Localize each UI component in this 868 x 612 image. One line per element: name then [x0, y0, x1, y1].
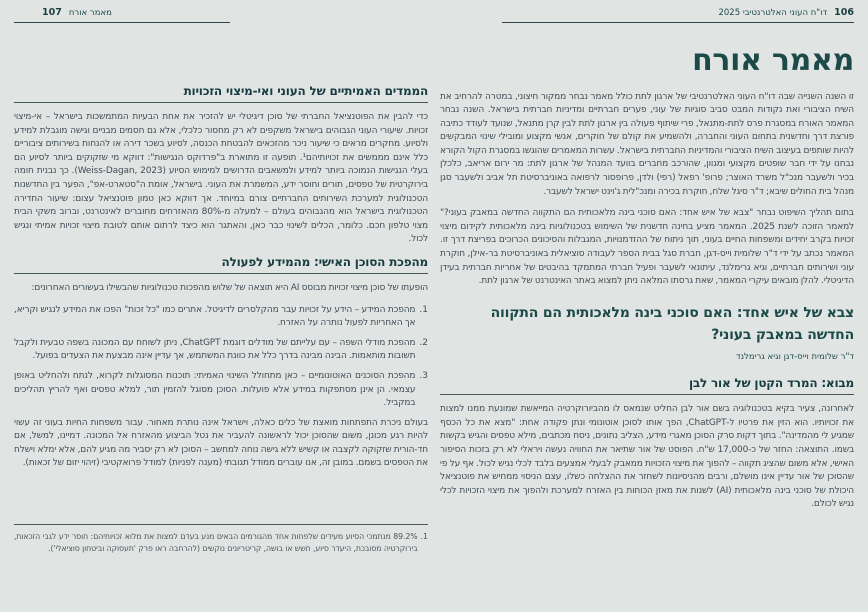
list-item: [14, 304, 428, 331]
running-header-left: [42, 7, 112, 18]
list-number: 2.: [419, 337, 428, 348]
left-page: [14, 0, 428, 612]
list-item: [14, 370, 428, 411]
list-text: מהפכת המידע – הידע על זכויות עבר מהקלסרים לדיגיטל. אתרים כמו "כל זכות" הפכו את המידע לנגיש וקריא, אך האחריות לפעול נותרה על האזרח.: [14, 304, 416, 329]
list-number: 3.: [419, 370, 428, 381]
right-page-content: [440, 44, 854, 520]
numbered-list: [14, 304, 428, 411]
running-header-right: [718, 7, 854, 18]
section-heading-dimensions: הממדים האמיתיים של העוני ואי-מיצוי הזכויות: [14, 84, 428, 103]
list-item: [14, 337, 428, 364]
body-paragraph: לאחרונה, צעיר בקיא בטכנולוגיה בשם אור לבן החליט שנמאס לו מהביורוקרטיה המייאשת שמונעת ממנו למצות את זכויותיו. הוא הזין את פרטיו ל-ChatGPT, הפך אותו לסוכן אוטונומי ונתן פקודה אחת: "מצא את כל הכסף שמגיע לי מהמדינה". בתוך דקות סרק הסוכן מאגרי מידע, הצליב נתונים, ניסח מכתבים, מילא טפסים והגיש בקשות בשמו. התוצאה: החזר של כ-17,000 ש"ח. הפוסט של אור שתיאר את החוויה נעשה ויראלי לא רק בזכות הסיפור האישי, אלא משום שהציג תקווה – להפוך את מיצוי הזכויות ממאבק לבעלי אמצעים בלבד לכלי נגיש לכול. אף על פי שהסוכן של אור עדיין אינו מושלם, ורבים מהניסיונות לשחזר את ההצלחה כשלו, עצם הניסוי ממחיש את פוטנציאל היכולת של סוכני בינה מלאכותית (AI) לשנות את מאזן הכוחות בין האזרח למערכת ולהפוך את מיצוי הזכויות לכלי נגיש לכולם.: [440, 404, 854, 510]
body-paragraph: בעולם ניכרת התפתחות מואצת של כלים כאלה, וישראל אינה נותרת מאחור. עבור משפחות החיות בעוני זה עשוי להיות רגע מכונן, משום שהסוכן יכול לראשונה להעביר את נטל הביצוע מהאזרח אל המכונה. דמיינו, למשל, אם חד-הורית שזקוקה לקצבה או קשיש ללא גישה נוחה למחשב – הסוכן לא רק יסביר מה מגיע להם, אלא ימלא וישלח את הטפסים בשמם. במובן זה, אנו עוברים ממודל תגובתי (מענה לפניות) למודל פרואקטיבי (זיהוי יזום של זכאות).: [14, 417, 428, 469]
list-text: מהפכת הסוכנים האוטונומיים – כאן מתחולל השינוי האמיתי: תוכנות המסוגלות לקרוא, לנתח ולהחליט באופן עצמאי. הן אינן מסתפקות במידע אלא פועלות. הסוכן מסוגל להזמין תור, למלא טפסים ואף להריץ תהליכים במקביל.: [14, 370, 416, 409]
footnote-block: [14, 524, 428, 555]
page-title: מאמר אורח: [692, 43, 854, 78]
footnote-rule: [14, 524, 428, 525]
list-text: מהפכת מודלי השפה – עם עלייתם של מודלים דוגמת ChatGPT, ניתן לשוחח עם המכונה בשפה טבעית ולקבל תשובות מותאמות. הבינה מבינה בדרך כלל את כוונת המשתמש, אך עדיין אינה מבצעת את הצעדים בפועל.: [14, 337, 416, 362]
body-paragraph: כדי להבין את הפוטנציאל החברתי של סוכן דיגיטלי יש להזכיר את אחת הבעיות המתמשכות בישראל – אי-מיצוי זכויות. שיעורי העוני הגבוהים בישראל משקפים לא רק מחסור כלכלי, אלא גם חסמים מבניים וגישה מוגבלת למידע ולסיוע. מחקרים מראים כי שיעור ניכר מהזכאים להבטחת הכנסה, לסיוע בשכר דירה או להנחות בשירותים ציבוריים כלל אינם מממשים את זכויותיהם¹. תופעה זו מתוארת ב"פרדוקס הנגישות": דווקא מי שזקוקים ביותר לסיוע הם בעלי הנגישות הנמוכה ביותר למידע ולמשאבים הדרושים למימוש הסיוע (Weiss-Dagan, 2023). כך נבנית חומה בירוקרטית של טפסים, תורים וחוסר ידע, המשמרת את העוני. בישראל, אומת ה"סטארט-אפ", הפער בין החדשנות הטכנולוגית למערכת השירותים החברתיים צורם במיוחד. אך דווקא כאן טמון פוטנציאל עצום: שיעור החדירה הטכנולוגית בישראל הוא מהגבוהים בעולם – למעלה מ-80% מהאזרחים מחוברים לאינטרנט, וברוב משקי הבית מצוי טלפון חכם. כלומר, הכלים לשינוי כבר כאן, והאתגר הוא כיצד לרתום אותם לטובת מיצוי זכויות אמיתי ונגיש לכול.: [14, 112, 428, 245]
section-heading-agent-revolution: מהפכת הסוכן האישי: מהמידע לפעולה: [14, 255, 428, 274]
body-paragraph: בתום תהליך השיפוט נבחר "צבא של איש אחד: האם סוכני בינה מלאכותית הם התקווה החדשה במאבק בעוני?" למאמר הזוכה לשנת 2025. המאמר מציע בחינה חדשנית של השימוש בטכנולוגיות בינה מלאכותית לקידום מיצוי זכויות בקרב יחידים ומשפחות החיים בעוני, תוך ניתוח של ההזדמנויות, המגבלות והסיכונים הכרוכים בפריצת דרך זו. המאמר נכתב על ידי ד"ר שלומית וייס-דגן, חברת סגל בבית הספר לעבודה סוציאלית באוניברסיטת בר-אילן, חוקרת עוני ושירותים חברתיים, וגיא גרימלנד, עיתונאי לשעבר ופעיל חברתי המתמקד בהיבטים של אחריות חברתית בעידן הדיגיטלי. להלן מובאים עיקרי המאמר, שאת גרסתו המלאה ניתן למצוא באתר האינטרנט של ארגון לתת.: [440, 208, 854, 287]
page-number-left: 107: [42, 7, 62, 18]
list-lead-paragraph: הופעתו של סוכן מיצוי זכויות מבוסס AI היא תוצאה של שלוש מהפכות טכנולוגיות שהבשילו בעשורים האחרונים:: [31, 282, 428, 293]
footnote-marker: 1.: [420, 532, 428, 541]
footnote-text: 89.2% מנתמכי הסיוע מעידים שלפחות אחד מהגורמים הבאים מנע בעדם למצות את מלוא זכויותיהם: חוסר ידע לגבי הזכאות, בירוקרטיה מסובכת, היעדר סיוע, חשש או בושה, קריטריונים נוקשים (להרחבה ראו פרק 'תעסוקה וביטחון סוציאלי').: [14, 532, 418, 553]
running-title-right: דו"ח העוני האלטרנטיבי 2025: [718, 8, 828, 18]
footnote: [14, 531, 428, 555]
running-title-left: מאמר אורח: [68, 8, 112, 18]
page-number-right: 106: [834, 7, 854, 18]
right-page: [440, 0, 854, 612]
section-heading-intro: מבוא: המרד הקטן של אור לבן: [440, 376, 854, 395]
header-rule-left: [14, 22, 230, 23]
header-rule-right: [502, 22, 854, 23]
left-page-content: [14, 84, 428, 479]
article-byline: ד"ר שלומית וייס-דגן וגיא גרימלנד: [736, 352, 854, 363]
list-number: 1.: [419, 304, 428, 315]
body-paragraph: זו השנה השנייה שבה דו"ח העוני האלטרנטיבי של ארגון לתת כולל מאמר נבחר ממקור חיצוני, במטרה להרחיב את השיח הציבורי ואת נקודות המבט סביב סוגיות של עוני, פערים חברתיים ומדיניות חברתית בישראל. השנה נבחר המאמר האורח במסגרת פרס לתת-מתנאל, פרי שיתוף פעולה בין ארגון לתת לבין קרן מתנאל, שנועד לעודד כתיבה פורצת דרך וחדשנית בתחום העוני והחברה, ולהשמיע את קולם של חוקרים, אנשי מקצוע ומובילי שינוי המבקשים להיות שותפים בעיצוב השיח הציבורי והמדיניות החברתית בישראל. עשרות המאמרים שהוגשו במסגרת הקול הקורא נבחנו על ידי חבר שופטים מקצועי ומגוון, שהורכב מחברים בוועד המנהל של ארגון לתת: מר ירום אריאב, כלכלן בכיר ולשעבר מנכ"ל משרד האוצר; פרופ' רפאל (רפי) ולדן, פרופסור לרפואה באוניברסיטת תל אביב ולשעבר סגן מנהל בית החולים שיבא; ד"ר סיגל שלח, חוקרת בכירה ומנכ"לית ג'וינט ישראל לשעבר.: [440, 91, 854, 197]
article-heading: צבא של איש אחד: האם סוכני בינה מלאכותית הם התקווה החדשה במאבק בעוני?: [490, 304, 854, 343]
